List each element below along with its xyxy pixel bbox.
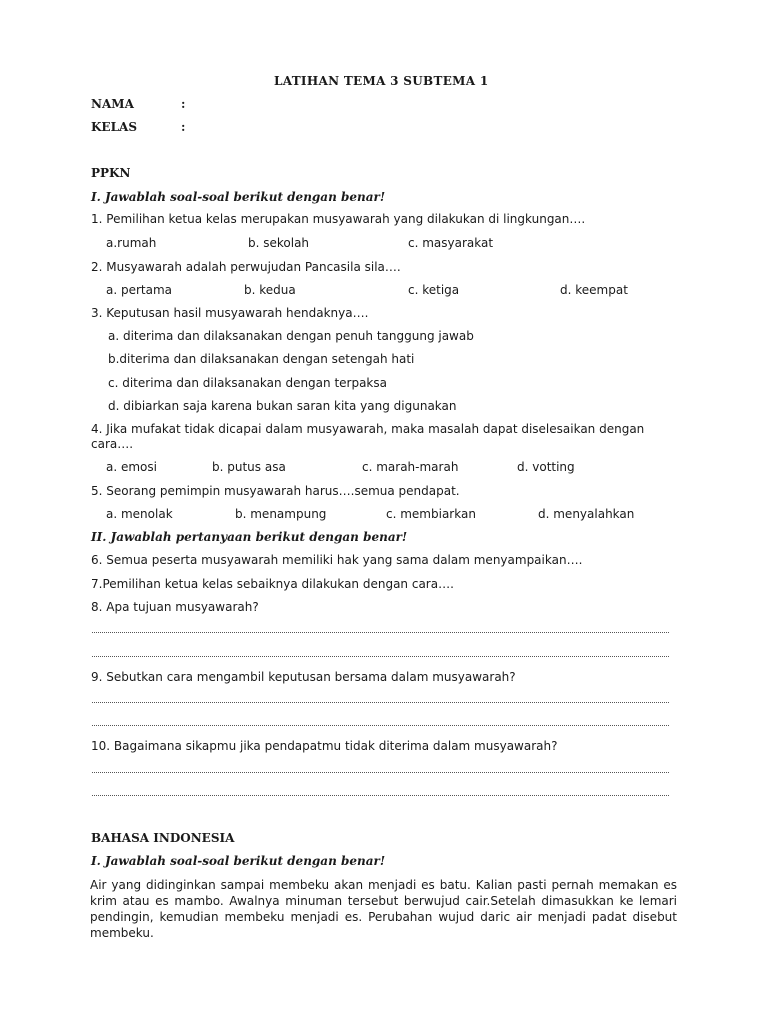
answer-line <box>92 772 669 773</box>
q2-option-a: a. pertama <box>106 283 173 297</box>
q2-option-b: b. kedua <box>244 283 296 297</box>
q5-option-d: d. menyalahkan <box>538 507 635 521</box>
question-8: 8. Apa tujuan musyawarah? <box>91 600 259 614</box>
q4-option-a: a. emosi <box>106 460 157 474</box>
ppkn-section2-instruction: II. Jawablah pertanyaan berikut dengan benar! <box>91 530 408 544</box>
ppkn-section1-instruction: I. Jawablah soal-soal berikut dengan benar! <box>91 190 386 204</box>
q3-option-a: a. diterima dan dilaksanakan dengan penuh tanggung jawab <box>108 329 474 343</box>
question-1: 1. Pemilihan ketua kelas merupakan musyawarah yang dilakukan di lingkungan…. <box>91 212 586 226</box>
reading-paragraph: Air yang didinginkan sampai membeku akan menjadi es batu. Kalian pasti pernah memakan es krim atau es mambo. Awalnya minuman tersebut berwujud cair.Setelah dimasukkan ke lemari pendingin, kemudian membeku menjadi es. Perubahan wujud daric air menjadi padat disebut membeku. <box>90 878 677 940</box>
q4-option-d: d. votting <box>517 460 575 474</box>
kelas-label: KELAS <box>91 120 137 134</box>
question-4-line1: 4. Jika mufakat tidak dicapai dalam musyawarah, maka masalah dapat diselesaikan dengan <box>91 422 645 436</box>
answer-line <box>92 702 669 703</box>
question-6: 6. Semua peserta musyawarah memiliki hak yang sama dalam menyampaikan…. <box>91 553 583 567</box>
q3-option-c: c. diterima dan dilaksanakan dengan terpaksa <box>108 376 387 390</box>
question-10: 10. Bagaimana sikapmu jika pendapatmu tidak diterima dalam musyawarah? <box>91 739 558 753</box>
answer-line <box>92 632 669 633</box>
q5-option-c: c. membiarkan <box>386 507 476 521</box>
q3-option-b: b.diterima dan dilaksanakan dengan setengah hati <box>108 352 415 366</box>
q2-option-c: c. ketiga <box>408 283 460 297</box>
question-9: 9. Sebutkan cara mengambil keputusan bersama dalam musyawarah? <box>91 670 516 684</box>
bahasa-heading: BAHASA INDONESIA <box>91 831 235 845</box>
q5-option-a: a. menolak <box>106 507 173 521</box>
q4-option-b: b. putus asa <box>212 460 286 474</box>
question-7: 7.Pemilihan ketua kelas sebaiknya dilakukan dengan cara…. <box>91 577 454 591</box>
q1-option-b: b. sekolah <box>248 236 310 250</box>
question-2: 2. Musyawarah adalah perwujudan Pancasila sila…. <box>91 260 401 274</box>
question-3: 3. Keputusan hasil musyawarah hendaknya…. <box>91 306 369 320</box>
nama-label: NAMA <box>91 97 134 111</box>
q1-option-c: c. masyarakat <box>408 236 494 250</box>
ppkn-heading: PPKN <box>91 166 131 180</box>
q2-option-d: d. keempat <box>560 283 628 297</box>
q4-option-c: c. marah-marah <box>362 460 459 474</box>
q5-option-b: b. menampung <box>235 507 327 521</box>
q3-option-d: d. dibiarkan saja karena bukan saran kita yang digunakan <box>108 399 457 413</box>
bahasa-section1-instruction: I. Jawablah soal-soal berikut dengan benar! <box>91 854 386 868</box>
answer-line <box>92 656 669 657</box>
question-5: 5. Seorang pemimpin musyawarah harus….semua pendapat. <box>91 484 460 498</box>
q1-option-a: a.rumah <box>106 236 157 250</box>
page-title: LATIHAN TEMA 3 SUBTEMA 1 <box>274 74 489 88</box>
question-4-line2: cara…. <box>91 437 134 451</box>
answer-line <box>92 725 669 726</box>
answer-line <box>92 795 669 796</box>
kelas-colon: : <box>181 120 186 134</box>
nama-colon: : <box>181 97 186 111</box>
